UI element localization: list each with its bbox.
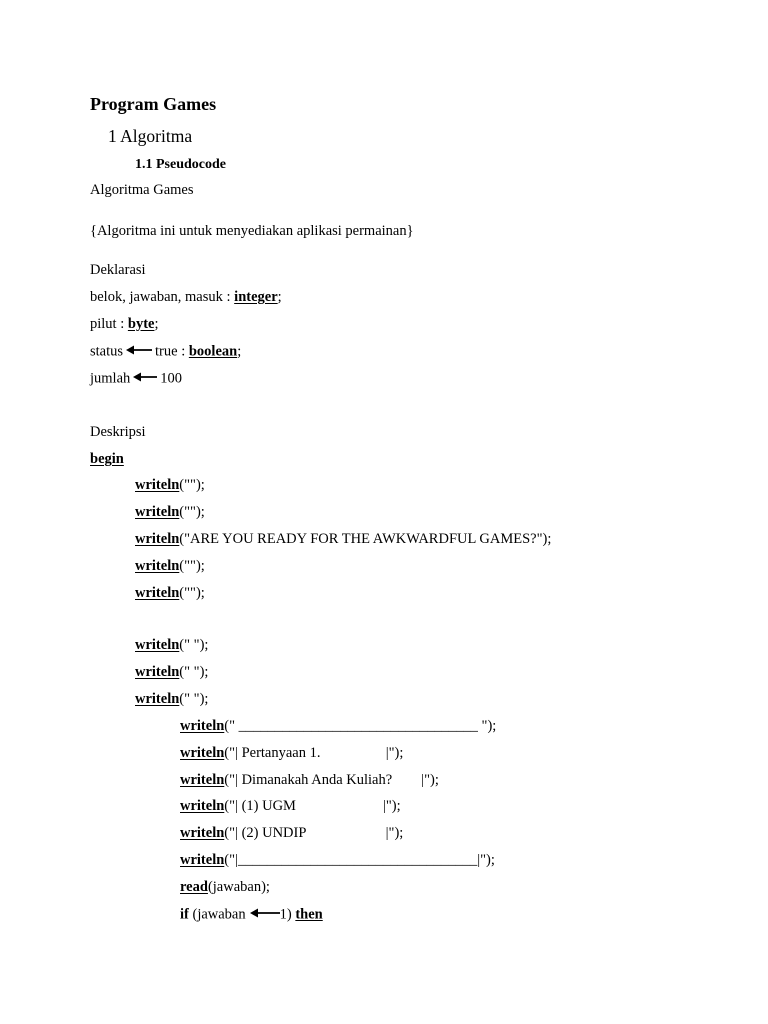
- code-line: [135, 663, 208, 681]
- declaration-var-status: status: [90, 343, 124, 360]
- writeln-keyword: writeln: [180, 825, 225, 841]
- code-line: [180, 824, 403, 842]
- deklarasi-label: Deklarasi: [90, 262, 146, 278]
- then-keyword: then: [295, 906, 323, 923]
- code-args: (jawaban);: [207, 879, 270, 895]
- code-args: ("|_________________________________|");: [224, 852, 495, 868]
- left-arrow-icon: [250, 905, 280, 923]
- declaration-end: ;: [237, 343, 242, 360]
- deskripsi-label: Deskripsi: [90, 424, 146, 440]
- algorithm-comment: {Algoritma ini untuk menyediakan aplikasi permainan}: [90, 223, 414, 239]
- code-line: [135, 530, 551, 548]
- left-arrow-icon: [133, 369, 157, 387]
- code-args: ("");: [179, 504, 205, 520]
- code-args: ("| (2) UNDIP |");: [224, 825, 404, 841]
- code-args: (" ");: [179, 664, 209, 680]
- code-line: [180, 851, 495, 869]
- declaration-line-jumlah: [90, 369, 182, 389]
- document-title: Program Games: [90, 94, 217, 114]
- code-args: ("");: [179, 585, 205, 601]
- code-args: ("| (1) UGM |");: [224, 798, 401, 814]
- code-args: ("| Dimanakah Anda Kuliah? |");: [224, 772, 439, 788]
- code-line: [180, 717, 496, 735]
- code-line: [135, 636, 208, 654]
- declaration-var-jumlah: jumlah: [90, 370, 131, 387]
- writeln-keyword: writeln: [135, 558, 180, 574]
- code-line: [135, 557, 205, 575]
- type-keyword-byte: byte: [127, 316, 155, 332]
- if-condition-end: 1): [279, 906, 292, 923]
- writeln-keyword: writeln: [180, 772, 225, 788]
- code-line: [180, 797, 401, 815]
- writeln-keyword: writeln: [135, 585, 180, 601]
- code-line: [135, 503, 205, 521]
- writeln-keyword: writeln: [180, 718, 225, 734]
- code-line: [180, 771, 439, 789]
- code-args: (" ");: [179, 637, 209, 653]
- read-keyword: read: [180, 879, 208, 895]
- declaration-line-integer: [90, 288, 282, 306]
- declaration-value: 100: [160, 370, 183, 387]
- if-keyword: if: [180, 906, 189, 923]
- code-line-if: [180, 905, 323, 925]
- code-args: (" _________________________________ ");: [224, 718, 497, 734]
- declaration-end: ;: [154, 316, 159, 332]
- code-args: (" ");: [179, 691, 209, 707]
- writeln-keyword: writeln: [135, 504, 180, 520]
- code-line: [135, 584, 205, 602]
- code-args: ("| Pertanyaan 1. |");: [224, 745, 404, 761]
- code-line: [135, 476, 205, 494]
- writeln-keyword: writeln: [135, 531, 180, 547]
- type-keyword-integer: integer: [234, 289, 278, 305]
- section-heading: 1 Algoritma: [108, 126, 193, 146]
- code-args: ("ARE YOU READY FOR THE AWKWARDFUL GAMES?");: [179, 531, 552, 547]
- declaration-end: ;: [277, 289, 282, 305]
- writeln-keyword: writeln: [180, 745, 225, 761]
- code-args: ("");: [179, 558, 205, 574]
- writeln-keyword: writeln: [180, 852, 225, 868]
- writeln-keyword: writeln: [135, 637, 180, 653]
- writeln-keyword: writeln: [135, 477, 180, 493]
- begin-keyword: begin: [90, 451, 124, 467]
- writeln-keyword: writeln: [135, 691, 180, 707]
- writeln-keyword: writeln: [135, 664, 180, 680]
- declaration-line-status: [90, 342, 241, 362]
- algorithm-name: Algoritma Games: [90, 182, 194, 198]
- code-line: [180, 744, 403, 762]
- code-line: [180, 878, 270, 896]
- declaration-vars: pilut :: [90, 316, 128, 332]
- declaration-vars: belok, jawaban, masuk :: [90, 289, 235, 305]
- code-args: ("");: [179, 477, 205, 493]
- left-arrow-icon: [126, 342, 152, 360]
- subsection-heading: 1.1 Pseudocode: [135, 157, 226, 172]
- declaration-value: true :: [155, 343, 189, 360]
- declaration-line-byte: [90, 315, 159, 333]
- writeln-keyword: writeln: [180, 798, 225, 814]
- type-keyword-boolean: boolean: [188, 343, 238, 360]
- if-condition-start: (jawaban: [192, 906, 246, 923]
- code-line: [135, 690, 208, 708]
